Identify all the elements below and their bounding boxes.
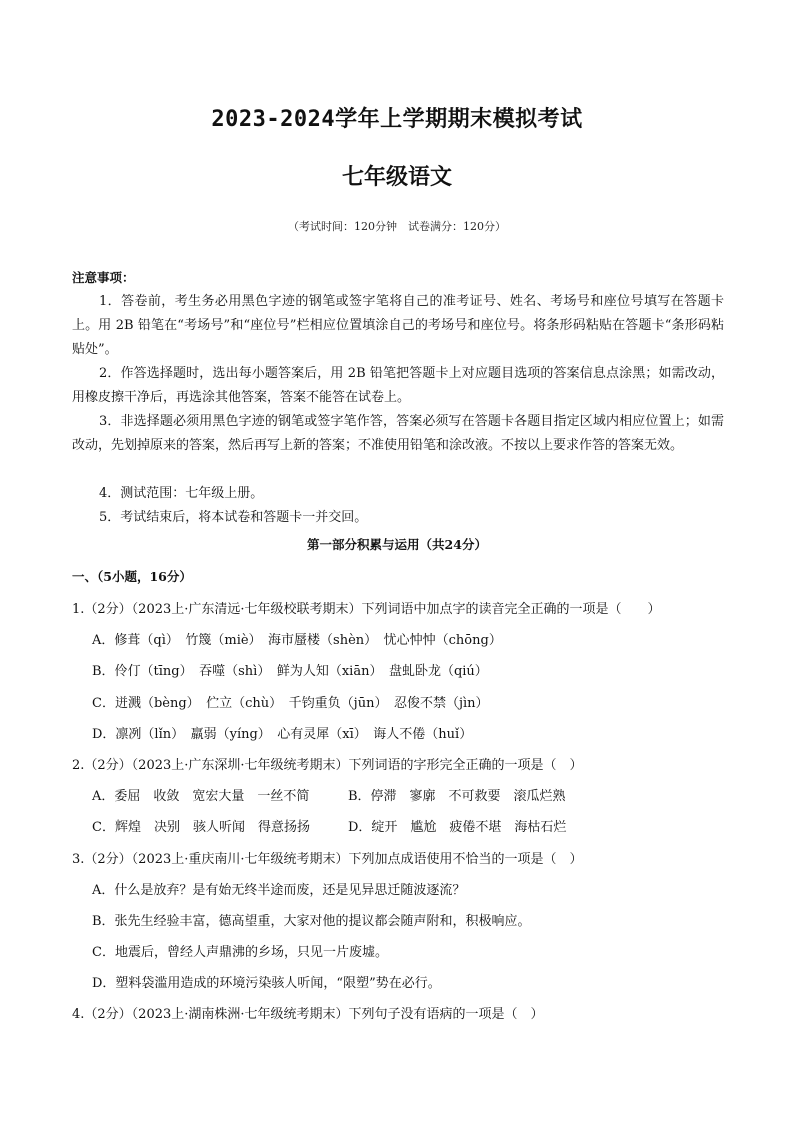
- question-stem: 2.（2分）（2023上·广东深圳·七年级统考期末）下列词语的字形完全正确的一项是（ ）: [72, 758, 583, 773]
- question-option: D．塑料袋滥用造成的环境污染骇人听闻，“限塑”势在必行。: [92, 976, 441, 991]
- question-option: C．地震后，曾经人声鼎沸的乡场，只见一片废墟。: [92, 945, 388, 960]
- exam-info: （考试时间：120分钟 试卷满分：120分）: [288, 220, 506, 233]
- question-stem: 4.（2分）（2023上·湖南株洲·七年级统考期末）下列句子没有语病的一项是（ ）: [72, 1007, 544, 1022]
- question-option: A．委屈 收敛 宽宏大量 一丝不简: [92, 789, 310, 804]
- note-item: 3．非选择题必须用黑色字迹的钢笔或签字笔作答，答案必须写在答题卡各题目指定区域内相应位置上；如需改动，先划掉原来的答案，然后再写上新的答案；不准使用铅笔和涂改液。不按以上要求作答的答案无效。: [72, 414, 724, 453]
- section-heading: 第一部分积累与运用（共24分）: [307, 537, 487, 552]
- exam-title: 2023-2024学年上学期期末模拟考试: [211, 107, 583, 132]
- question-option: B．张先生经验丰富，德高望重，大家对他的提议都会随声附和，积极响应。: [92, 914, 531, 929]
- question-stem: 1.（2分）（2023上·广东清远·七年级校联考期末）下列词语中加点字的读音完全正确的一项是（ ）: [72, 602, 661, 617]
- note-item: 4．测试范围：七年级上册。: [99, 486, 264, 501]
- question-option: D．凛冽（lǐn） 羸弱（yíng） 心有灵犀（xī） 诲人不倦（huǐ）: [92, 727, 473, 742]
- note-item: 1．答卷前，考生务必用黑色字迹的钢笔或签字笔将自己的准考证号、姓名、考场号和座位号填写在答题卡上。用 2B 铅笔在“考场号”和“座位号”栏相应位置填涂自己的考场号和座位号。将条形码粘贴在答题卡“条形码粘贴处”。: [72, 294, 724, 357]
- question-option: C．迸溅（bèng） 伫立（chù） 千钧重负（jūn） 忍俊不禁（jìn）: [92, 696, 489, 711]
- question-option: B．伶仃（tīng） 吞噬（shì） 鲜为人知（xiān） 盘虬卧龙（qiú）: [92, 664, 488, 679]
- notes-heading: 注意事项：: [72, 270, 135, 285]
- group-heading: 一、（5小题，16分）: [72, 569, 192, 584]
- note-item: 2．作答选择题时，选出每小题答案后，用 2B 铅笔把答题卡上对应题目选项的答案信息点涂黑；如需改动，用橡皮擦干净后，再选涂其他答案，答案不能答在试卷上。: [72, 366, 724, 405]
- exam-subtitle: 七年级语文: [341, 165, 452, 190]
- question-option: B．停滞 寥廓 不可救要 滚瓜烂熟: [348, 789, 566, 804]
- question-stem: 3.（2分）（2023上·重庆南川·七年级统考期末）下列加点成语使用不恰当的一项是（ ）: [72, 852, 583, 867]
- note-item: 5．考试结束后，将本试卷和答题卡一并交回。: [99, 510, 368, 525]
- question-option: C．辉煌 决别 骇人听闻 得意扬扬: [92, 820, 310, 835]
- question-option: A．修葺（qì） 竹篾（miè） 海市蜃楼（shèn） 忧心忡忡（chōng）: [92, 633, 502, 648]
- question-option: A．什么是放弃？是有始无终半途而废，还是见异思迁随波逐流？: [92, 883, 466, 898]
- question-option: D．绽开 尴尬 疲倦不堪 海枯石烂: [348, 820, 567, 835]
